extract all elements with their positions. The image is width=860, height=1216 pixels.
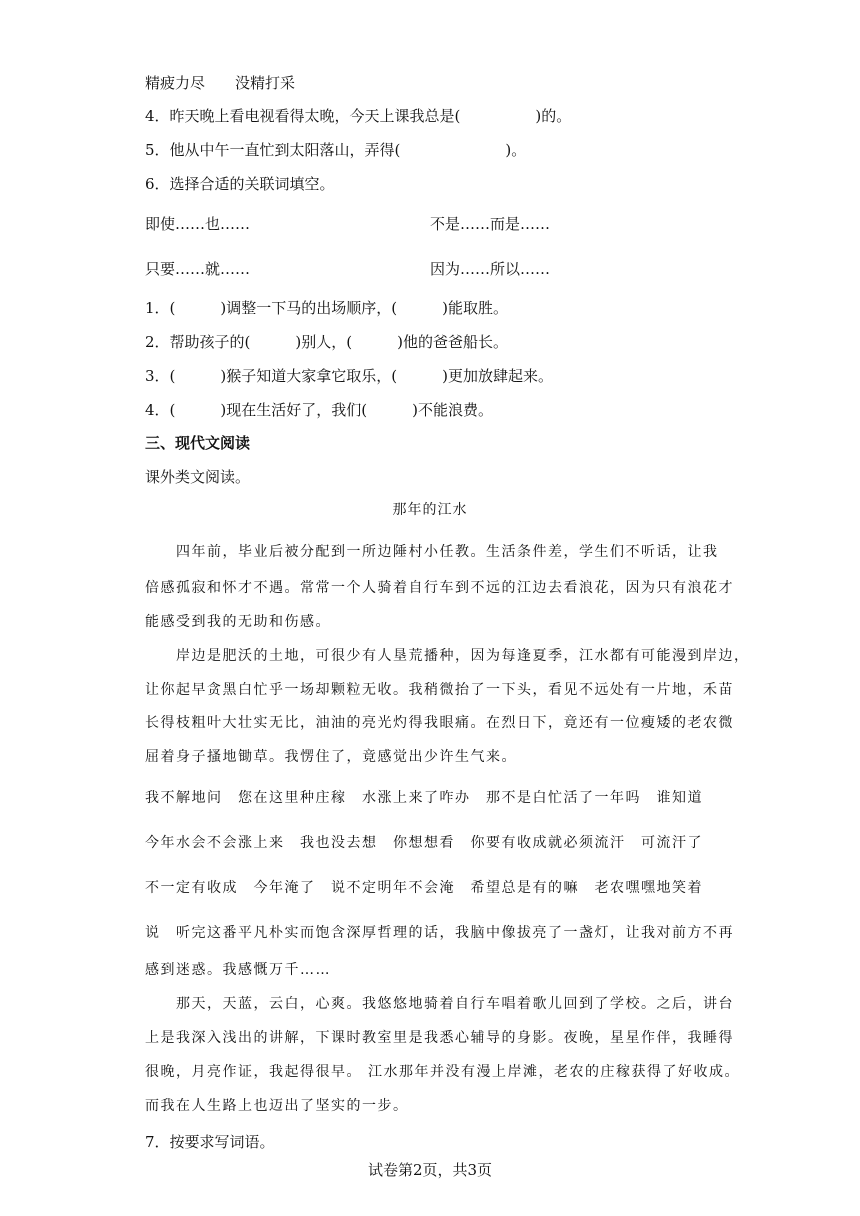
conjunction-option-2: 不是……而是…… [430, 215, 551, 233]
conjunction-option-3: 只要……就…… [145, 260, 251, 278]
fill-question-3: 3．( )猴子知道大家拿它取乐，( )更加放肆起来。 [145, 367, 553, 385]
article-line: 不一定有收成 今年淹了 说不定明年不会淹 希望总是有的嘛 老农嘿嘿地笑着 [145, 880, 703, 896]
page-footer: 试卷第2页，共3页 [367, 1161, 493, 1179]
question-7: 7．按要求写词语。 [145, 1133, 275, 1151]
article-line: 而我在人生路上也迈出了坚实的一步。 [145, 1098, 409, 1114]
article-line: 能感受到我的无助和伤感。 [145, 614, 331, 630]
question-5: 5．他从中午一直忙到太阳落山，弄得( )。 [145, 141, 527, 159]
article-line: 说 听完这番平凡朴实而饱含深厚哲理的话，我脑中像拔亮了一盏灯，让我对前方不再 [145, 925, 734, 941]
article-line: 岸边是肥沃的土地，可很少有人垦荒播种，因为每逢夏季，江水都有可能漫到岸边， [145, 648, 750, 664]
conjunction-option-1: 即使……也…… [145, 215, 251, 233]
article-line: 屈着身子搔地锄草。我愣住了，竟感觉出少许生气来。 [145, 749, 517, 765]
article-line: 上是我深入浅出的讲解，下课时教室里是我悉心辅导的身影。夜晚，星星作伴，我睡得 [145, 1030, 734, 1046]
article-line: 今年水会不会涨上来 我也没去想 你想想看 你要有收成就必须流汗 可流汗了 [145, 835, 703, 851]
reading-instruction: 课外类文阅读。 [145, 468, 251, 486]
fill-question-2: 2．帮助孩子的( )别人，( )他的爸爸船长。 [145, 333, 508, 351]
article-line: 倍感孤寂和怀才不遇。常常一个人骑着自行车到不远的江边去看浪花，因为只有浪花才 [145, 580, 734, 596]
question-4: 4．昨天晚上看电视看得太晚，今天上课我总是( )的。 [145, 107, 572, 125]
article-line: 我不解地问 您在这里种庄稼 水涨上来了咋办 那不是白忙活了一年吗 谁知道 [145, 790, 703, 806]
article-line: 感到迷惑。我感慨万千…… [145, 962, 331, 978]
article-line: 很晚，月亮作证，我起得很早。 江水那年并没有漫上岸滩，老农的庄稼获得了好收成。 [145, 1064, 740, 1080]
fill-question-1: 1．( )调整一下马的出场顺序，( )能取胜。 [145, 299, 508, 317]
section-heading: 三、现代文阅读 [145, 434, 251, 452]
article-title: 那年的江水 [392, 502, 468, 518]
conjunction-option-4: 因为……所以…… [430, 260, 551, 278]
article-line: 让你起早贪黑白忙乎一场却颗粒无收。我稍微抬了一下头，看见不远处有一片地，禾苗 [145, 682, 734, 698]
article-line: 四年前，毕业后被分配到一所边陲村小任教。生活条件差，学生们不听话，让我 [145, 544, 719, 560]
fill-question-4: 4．( )现在生活好了，我们( )不能浪费。 [145, 401, 493, 419]
article-line: 那天，天蓝，云白，心爽。我悠悠地骑着自行车唱着歌儿回到了学校。之后，讲台 [145, 996, 734, 1012]
article-line: 长得枝粗叶大壮实无比，油油的亮光灼得我眼痛。在烈日下，竟还有一位瘦矮的老农微 [145, 715, 734, 731]
answer-options-line: 精疲力尽 没精打采 [145, 74, 296, 92]
question-6: 6．选择合适的关联词填空。 [145, 175, 335, 193]
